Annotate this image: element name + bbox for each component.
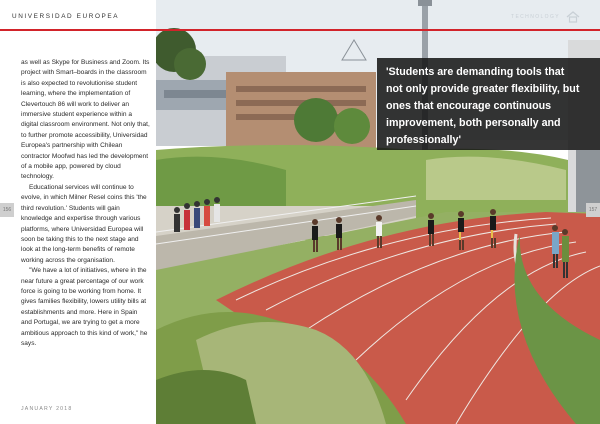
issue-date: JANUARY 2018 (21, 406, 73, 412)
article-column (0, 0, 156, 424)
header-rule (0, 29, 600, 31)
page-number-left: 156 (0, 203, 14, 217)
article-body (21, 58, 150, 349)
brand-label: UNIVERSIDAD EUROPEA (12, 13, 120, 20)
section-label: TECHNOLOGY (510, 14, 560, 20)
house-icon (566, 10, 580, 22)
paragraph: "We have a lot of initiatives, where in the near future a great percentage of our work force is going to be working from home. It gives families flexibility, lowers utility bills at establishments and more. Here in Spain and Portugal, we are trying to get a more ambitious approach to this kind of work," he says. (21, 267, 148, 347)
paragraph: as well as Skype for Business and Zoom. Its project with Smart–boards in the classroom is also expected to revolutionise student learning, where the implementation of Clevertouch 86 will work to deliver an immersive student experience within a digital classroom environment. Not only that, to further promote accessibility, Universidad Europea's partnership with Chilean contractor Moofwd has led the development of a mobile app, powered by cloud technology. (21, 59, 150, 181)
paragraph: Educational services will continue to evolve, in which Milner Resel coins this 'the third revolution.' Students will gain knowledge and expertise through various platforms, where Universidad Europea will soon be taking this to the next stage and look at the long-term benefits of remote working across the organisation. (21, 183, 147, 264)
page-number-right: 157 (586, 203, 600, 217)
pull-quote: 'Students are demanding tools that not only provide greater flexibility, but ones that encourage continuous improvement, both personally and professionally' (386, 66, 580, 146)
